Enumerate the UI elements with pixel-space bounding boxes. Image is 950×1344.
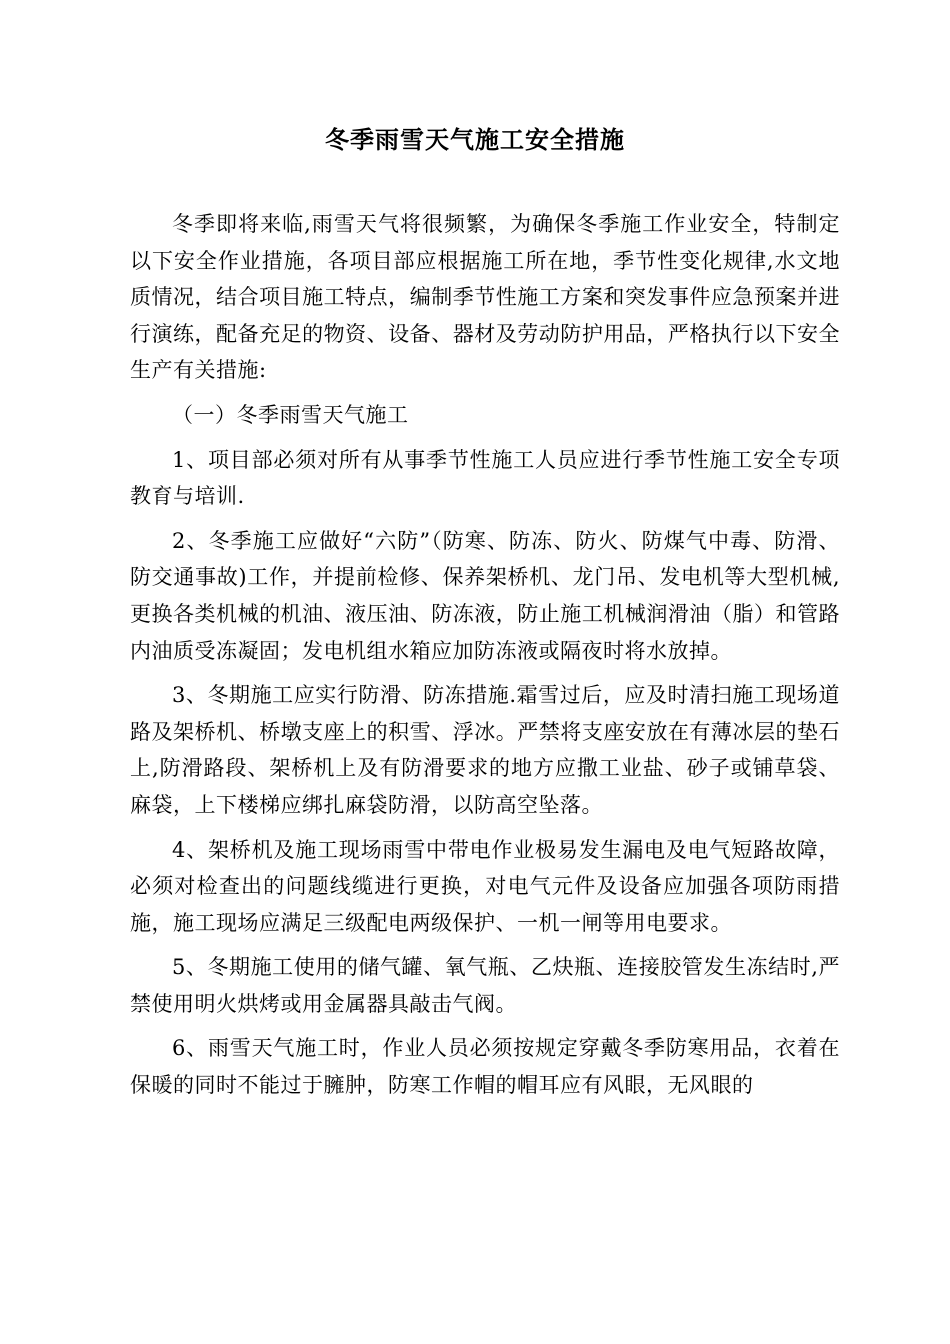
intro-paragraph: 冬季即将来临,雨雪天气将很频繁，为确保冬季施工作业安全，特制定以下安全作业措施，各项目部应根据施工所在地，季节性变化规律,水文地质情况，结合项目施工特点，编制季节性施工方案和突发事件应急预案并进行演练，配备充足的物资、设备、器材及劳动防护用品，严格执行以下安全生产有关措施: xyxy=(130,212,840,383)
document-body xyxy=(130,206,840,1104)
list-item-2: 2、冬季施工应做好“六防”（防寒、防冻、防火、防煤气中毒、防滑、防交通事故)工作，并提前检修、保养架桥机、龙门吊、发电机等大型机械,更换各类机械的机油、液压油、防冻液，防止施工机械润滑油（脂）和管路内油质受冻凝固；发电机组水箱应加防冻液或隔夜时将水放掉。 xyxy=(130,528,840,663)
section-heading: （一）冬季雨雪天气施工 xyxy=(172,402,409,427)
list-item-1: 1、项目部必须对所有从事季节性施工人员应进行季节性施工安全专项教育与培训. xyxy=(130,447,840,509)
list-item-5: 5、冬期施工使用的储气罐、氧气瓶、乙炔瓶、连接胶管发生冻结时,严禁使用明火烘烤或用金属器具敲击气阀。 xyxy=(130,955,840,1016)
list-item-4: 4、架桥机及施工现场雨雪中带电作业极易发生漏电及电气短路故障，必须对检查出的问题线缆进行更换，对电气元件及设备应加强各项防雨措施，施工现场应满足三级配电两级保护、一机一闸等用电要求。 xyxy=(130,837,840,935)
document-title: 冬季雨雪天气施工安全措施 xyxy=(325,125,625,154)
list-item-3: 3、冬期施工应实行防滑、防冻措施.霜雪过后，应及时清扫施工现场道路及架桥机、桥墩支座上的积雪、浮冰。严禁将支座安放在有薄冰层的垫石上,防滑路段、架桥机上及有防滑要求的地方应撒工业盐、砂子或铺草袋、麻袋，上下楼梯应绑扎麻袋防滑，以防高空坠落。 xyxy=(130,683,840,817)
list-item-6: 6、雨雪天气施工时，作业人员必须按规定穿戴冬季防寒用品，衣着在保暖的同时不能过于臃肿，防寒工作帽的帽耳应有风眼，无风眼的 xyxy=(130,1036,840,1098)
